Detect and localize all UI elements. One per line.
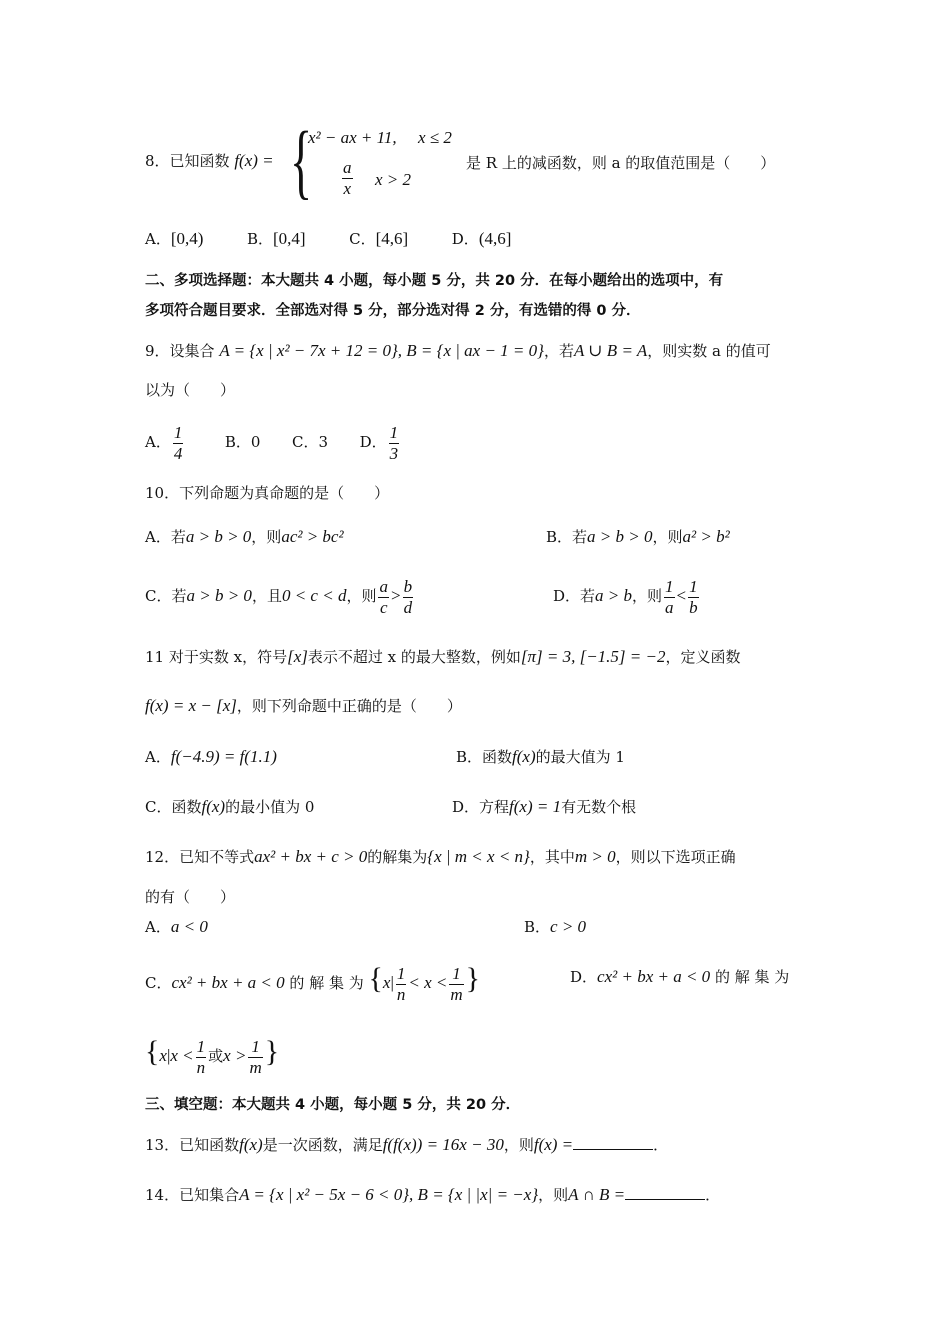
q13: 13．已知函数f(x)是一次函数，满足f(f(x)) = 16x − 30，则f(x) = ． — [145, 1135, 669, 1154]
section2-line1: 二、多项选择题：本大题共 4 小题，每小题 5 分，共 20 分．在每小题给出的选项中，有 — [145, 273, 724, 289]
q8-fx: f(x) = — [234, 151, 274, 170]
q12-optA: A．a < 0 — [145, 917, 208, 936]
q12-optD: D．cx² + bx + a < 0 的 解 集 为 — [570, 967, 790, 986]
q12-optB: B．c > 0 — [524, 917, 587, 936]
q12-line2: 的有（ ） — [145, 888, 236, 906]
q8-optD-label: D． — [451, 230, 479, 248]
q10-optB: B．若a > b > 0，则a² > b² — [546, 527, 730, 546]
q12-line1: 12．已知不等式ax² + bx + c > 0的解集为{x | m < x < n}，其中m > 0，则以下选项正确 — [145, 847, 736, 866]
q12-optC: C．cx² + bx + a < 0 的 解 集 为 {x| $\frac{1}{n}$ < x < $\frac{1}{m}$ } — [145, 962, 481, 1004]
q8-optD: (4,6] — [478, 229, 512, 248]
q9-cond: A ∪ B = A — [573, 341, 648, 360]
q9-optA-frac: $\frac{1}{4}$ — [173, 422, 183, 463]
q8-suffix: 是 R 上的减函数，则 a 的取值范围是（ ） — [466, 154, 776, 172]
q10-stem: 10．下列命题为真命题的是（ ） — [145, 484, 390, 502]
q9-options: A． $\frac{1}{4}$ B．0 C．3 D． $\frac{1}{3}$ — [145, 422, 399, 463]
q8-stem — [145, 150, 274, 172]
q9-optB: B．0 — [224, 433, 261, 451]
q10-optD: D．若a > b，则 $\frac{1}{a}$ < $\frac{1}{b}$ — [553, 576, 698, 617]
q11-optB: B．函数f(x)的最大值为 1 — [456, 747, 625, 766]
q8-case1-expr: x² − ax + 11, — [308, 128, 397, 147]
q8-optB-label: B． — [246, 230, 274, 248]
q9-line2: 以为（ ） — [145, 381, 236, 399]
q8-options — [145, 228, 511, 250]
q14: 14．已知集合A = {x | x² − 5x − 6 < 0}, B = {x | |x| = −x}，则A ∩ B = ． — [145, 1185, 721, 1204]
q11-optA: A．f(−4.9) = f(1.1) — [145, 747, 277, 766]
q10-optC: C．若a > b > 0，且0 < c < d，则 $\frac{a}{c}$ > $\frac{b}{d}$ — [145, 576, 413, 617]
q11-optC: C．函数f(x)的最小值为 0 — [145, 797, 315, 816]
q12-optD-set: {x|x < $\frac{1}{n}$ 或x > $\frac{1}{m}$ } — [145, 1035, 280, 1077]
q8-case1-cond: x ≤ 2 — [418, 128, 452, 147]
q11-line2: f(x) = x − [x]，则下列命题中正确的是（ ） — [145, 696, 462, 715]
q9-optD-frac: $\frac{1}{3}$ — [389, 422, 399, 463]
q8-optC: [4,6] — [375, 229, 409, 248]
q10-optA: A．若a > b > 0，则ac² > bc² — [145, 527, 344, 546]
q11-optD: D．方程f(x) = 1有无数个根 — [452, 797, 637, 816]
q8-brace: { — [290, 115, 313, 208]
q8-prefix: 8．已知函数 — [145, 152, 230, 170]
q11-line1: 11 对于实数 x，符号[x]表示不超过 x 的最大整数，例如[π] = 3, [−1.5] = −2，定义函数 — [145, 647, 741, 666]
q14-answer-blank[interactable] — [625, 1185, 705, 1200]
q8-optA-label: A． — [145, 230, 171, 248]
section2-line2: 多项符合题目要求．全部选对得 5 分，部分选对得 2 分，有选错的得 0 分． — [145, 303, 641, 319]
q8-optC-label: C． — [349, 230, 376, 248]
q8-optA: [0,4) — [170, 229, 204, 248]
q8-case2-cond: x > 2 — [375, 170, 412, 189]
q9-sets: A = {x | x² − 7x + 12 = 0}, B = {x | ax − 1 = 0} — [219, 341, 544, 360]
q13-answer-blank[interactable] — [573, 1135, 653, 1150]
section3-title: 三、填空题：本大题共 4 小题，每小题 5 分，共 20 分． — [145, 1097, 521, 1113]
q8-case2-frac: $\frac{a}{x}$ — [343, 158, 352, 198]
q8-optB: [0,4] — [273, 229, 306, 248]
q9-line1: 9．设集合 A = {x | x² − 7x + 12 = 0}, B = {x | ax − 1 = 0}，若A ∪ B = A，则实数 a 的值可 — [145, 341, 771, 360]
q9-optC: C．3 — [292, 433, 329, 451]
